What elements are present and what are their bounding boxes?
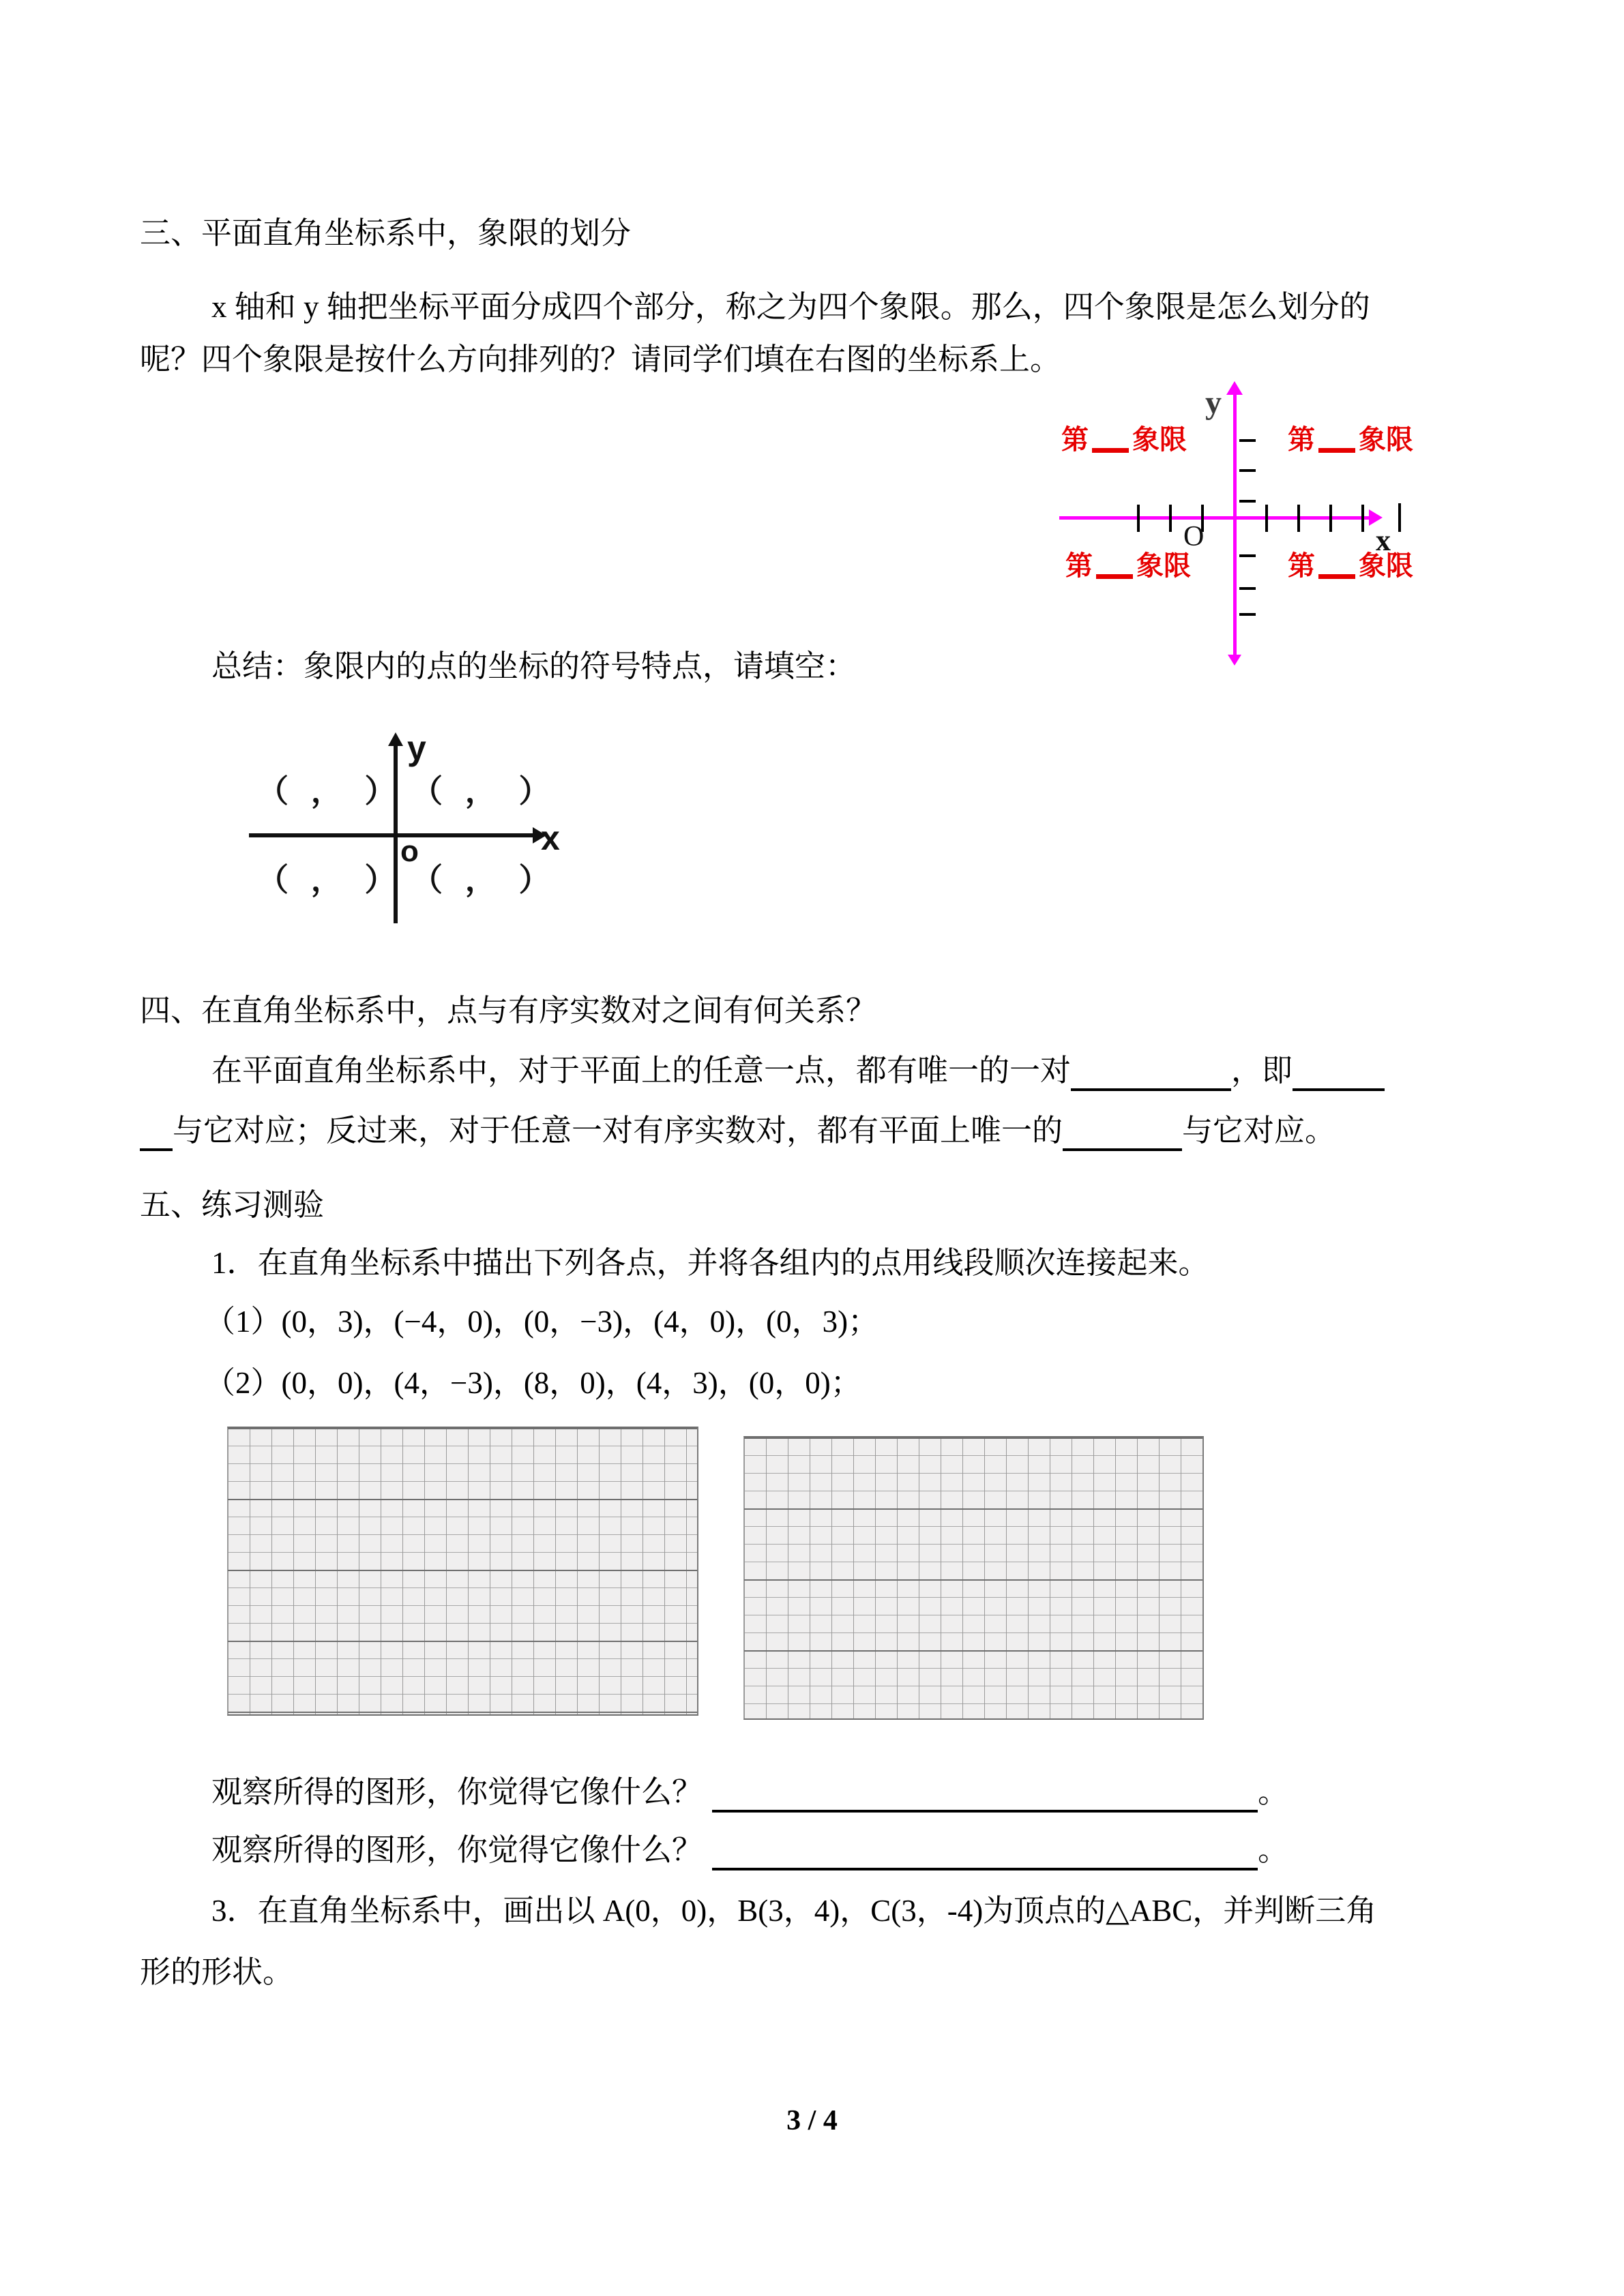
y-axis-tick bbox=[1239, 587, 1256, 590]
exercise3-line1: 3．在直角坐标系中，画出以 A(0，0)，B(3，4)，C(3，-4)为顶点的△ABC，并判断三角 bbox=[211, 1894, 1377, 1928]
section3-paragraph-line2: 呢？四个象限是按什么方向排列的？请同学们填在右图的坐标系上。 bbox=[140, 342, 1061, 376]
x-axis-label: x bbox=[1376, 524, 1391, 557]
x-axis-label: x bbox=[541, 819, 560, 857]
observe-period: 。 bbox=[1258, 1833, 1289, 1867]
x-axis-tick bbox=[1137, 505, 1140, 532]
exercise1-group2-points: （2）(0，0)，(4，−3)，(8，0)，(4，3)，(0，0)； bbox=[205, 1366, 861, 1400]
y-axis-tick bbox=[1239, 613, 1256, 616]
y-axis-tick bbox=[1239, 500, 1256, 503]
x-axis bbox=[1059, 516, 1372, 520]
section4-line2-end: 与它对应。 bbox=[1182, 1114, 1336, 1148]
quadrant-blank bbox=[1096, 574, 1133, 579]
observe-period: 。 bbox=[1258, 1775, 1289, 1809]
section4-line2 bbox=[140, 1110, 1335, 1151]
quadrant-blank bbox=[1318, 574, 1355, 579]
page-number: 3 / 4 bbox=[786, 2105, 838, 2136]
quadrant-label-suffix: 象限 bbox=[1359, 425, 1413, 455]
fill-blank bbox=[140, 1116, 173, 1151]
observe-question: 观察所得的图形，你觉得它像什么？ bbox=[211, 1833, 703, 1867]
observe-question: 观察所得的图形，你觉得它像什么？ bbox=[211, 1775, 703, 1809]
section4-line2-text: 与它对应；反过来，对于任意一对有序实数对，都有平面上唯一的 bbox=[173, 1114, 1063, 1148]
quadrant-label-suffix: 象限 bbox=[1359, 551, 1413, 581]
summary-line: 总结：象限内的点的坐标的符号特点，请填空： bbox=[211, 649, 857, 683]
y-axis-tick bbox=[1239, 439, 1256, 442]
x-axis-tick bbox=[1265, 505, 1268, 532]
fill-blank bbox=[1071, 1056, 1231, 1091]
section4-heading: 四、在直角坐标系中，点与有序实数对之间有何关系？ bbox=[140, 994, 877, 1028]
x-axis-tick bbox=[1361, 505, 1364, 532]
quadrant-label-bottom-left bbox=[1065, 544, 1191, 583]
x-axis bbox=[249, 833, 535, 837]
x-axis-tick bbox=[1169, 505, 1172, 532]
quadrant-label-prefix: 第 bbox=[1061, 425, 1089, 455]
sign-pair-top-right: （ ， ） bbox=[411, 773, 557, 809]
quadrant-label-top-right bbox=[1288, 418, 1413, 457]
section3-heading: 三、平面直角坐标系中，象限的划分 bbox=[140, 216, 632, 250]
sign-pair-top-left: （ ， ） bbox=[257, 773, 403, 809]
quadrant-label-suffix: 象限 bbox=[1132, 425, 1187, 455]
coordinate-sign-diagram bbox=[242, 731, 583, 936]
origin-label: o bbox=[400, 835, 419, 868]
quadrant-blank bbox=[1318, 448, 1355, 453]
section4-line1-mid: ，即 bbox=[1231, 1054, 1293, 1088]
y-axis-label: y bbox=[1205, 385, 1222, 421]
sign-pair-bottom-left: （ ， ） bbox=[257, 862, 403, 897]
answer-blank bbox=[712, 1832, 1258, 1870]
plot-grid-right bbox=[743, 1436, 1204, 1720]
x-axis-tick bbox=[1297, 505, 1300, 532]
observe-line-1 bbox=[211, 1772, 1288, 1813]
y-axis-arrow-up-icon bbox=[388, 732, 403, 746]
observe-line-2 bbox=[211, 1830, 1288, 1870]
section3-paragraph-line1: x 轴和 y 轴把坐标平面分成四个部分，称之为四个象限。那么，四个象限是怎么划分的 bbox=[211, 290, 1370, 324]
quadrant-label-suffix: 象限 bbox=[1136, 551, 1191, 581]
plot-grid-left bbox=[227, 1427, 698, 1716]
origin-label: O bbox=[1183, 521, 1205, 552]
y-axis-arrow-up-icon bbox=[1226, 381, 1243, 395]
section4-line1-text: 在平面直角坐标系中，对于平面上的任意一点，都有唯一的一对 bbox=[211, 1054, 1072, 1088]
section5-heading: 五、练习测验 bbox=[140, 1188, 325, 1222]
section4-line1 bbox=[211, 1050, 1385, 1091]
x-axis-tick bbox=[1329, 505, 1332, 532]
y-axis-tick bbox=[1239, 469, 1256, 472]
exercise1-intro: 1．在直角坐标系中描出下列各点，并将各组内的点用线段顺次连接起来。 bbox=[211, 1246, 1209, 1280]
quadrant-label-prefix: 第 bbox=[1288, 551, 1315, 581]
exercise1-group1-points: （1）(0，3)，(−4，0)，(0，−3)，(4，0)，(0，3)； bbox=[205, 1304, 879, 1339]
exercise3-line2: 形的形状。 bbox=[140, 1955, 294, 1989]
answer-blank bbox=[712, 1774, 1258, 1813]
y-axis-tick bbox=[1239, 554, 1256, 557]
fill-blank bbox=[1063, 1116, 1182, 1151]
quadrant-fill-diagram bbox=[1054, 378, 1422, 665]
quadrant-label-prefix: 第 bbox=[1065, 551, 1093, 581]
fill-blank bbox=[1293, 1056, 1385, 1091]
quadrant-label-bottom-right bbox=[1288, 544, 1413, 583]
quadrant-blank bbox=[1092, 448, 1129, 453]
sign-pair-bottom-right: （ ， ） bbox=[411, 862, 557, 897]
quadrant-label-prefix: 第 bbox=[1288, 425, 1315, 455]
axis-end-tick bbox=[1398, 503, 1401, 532]
y-axis-label: y bbox=[407, 729, 426, 767]
quadrant-label-top-left bbox=[1061, 418, 1187, 457]
y-axis bbox=[1233, 393, 1237, 658]
y-axis-arrow-down-icon bbox=[1228, 655, 1241, 666]
